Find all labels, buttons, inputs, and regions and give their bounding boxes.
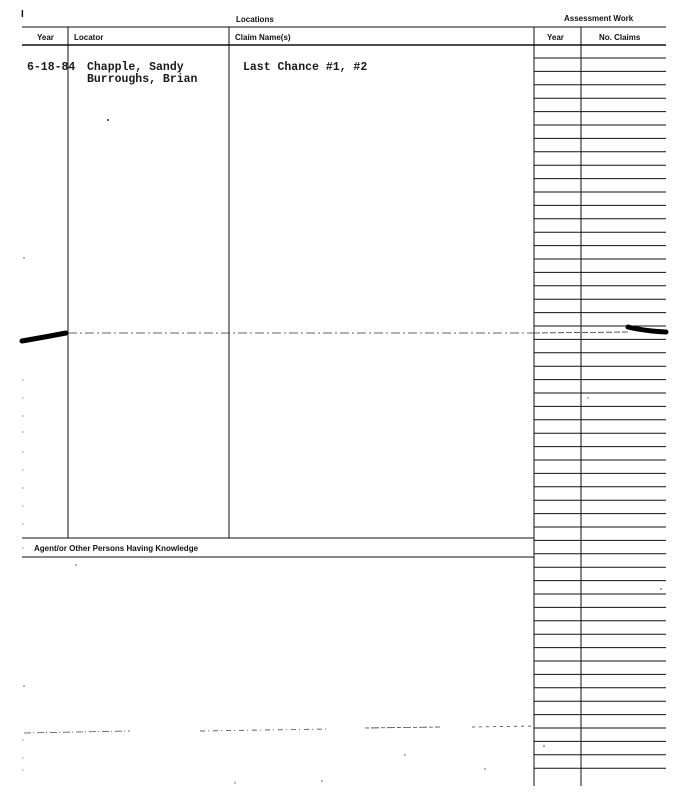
entry-year: 6-18-84 [27,61,76,74]
col-assessment-year-header: Year [547,33,564,42]
entry-locator-2: Burroughs, Brian [87,73,198,86]
entry-locator-1: Chapple, Sandy [87,61,184,74]
locations-header: Locations [236,15,274,24]
entry-claim-names: Last Chance #1, #2 [243,61,368,74]
col-locator-header: Locator [74,33,104,42]
corner-mark: I [21,9,24,20]
assessment-work-header: Assessment Work [564,14,634,23]
col-claim-names-header: Claim Name(s) [235,33,291,42]
col-year-header: Year [37,33,54,42]
agent-section-header: Agent/or Other Persons Having Knowledge [34,544,199,553]
col-no-claims-header: No. Claims [599,33,641,42]
